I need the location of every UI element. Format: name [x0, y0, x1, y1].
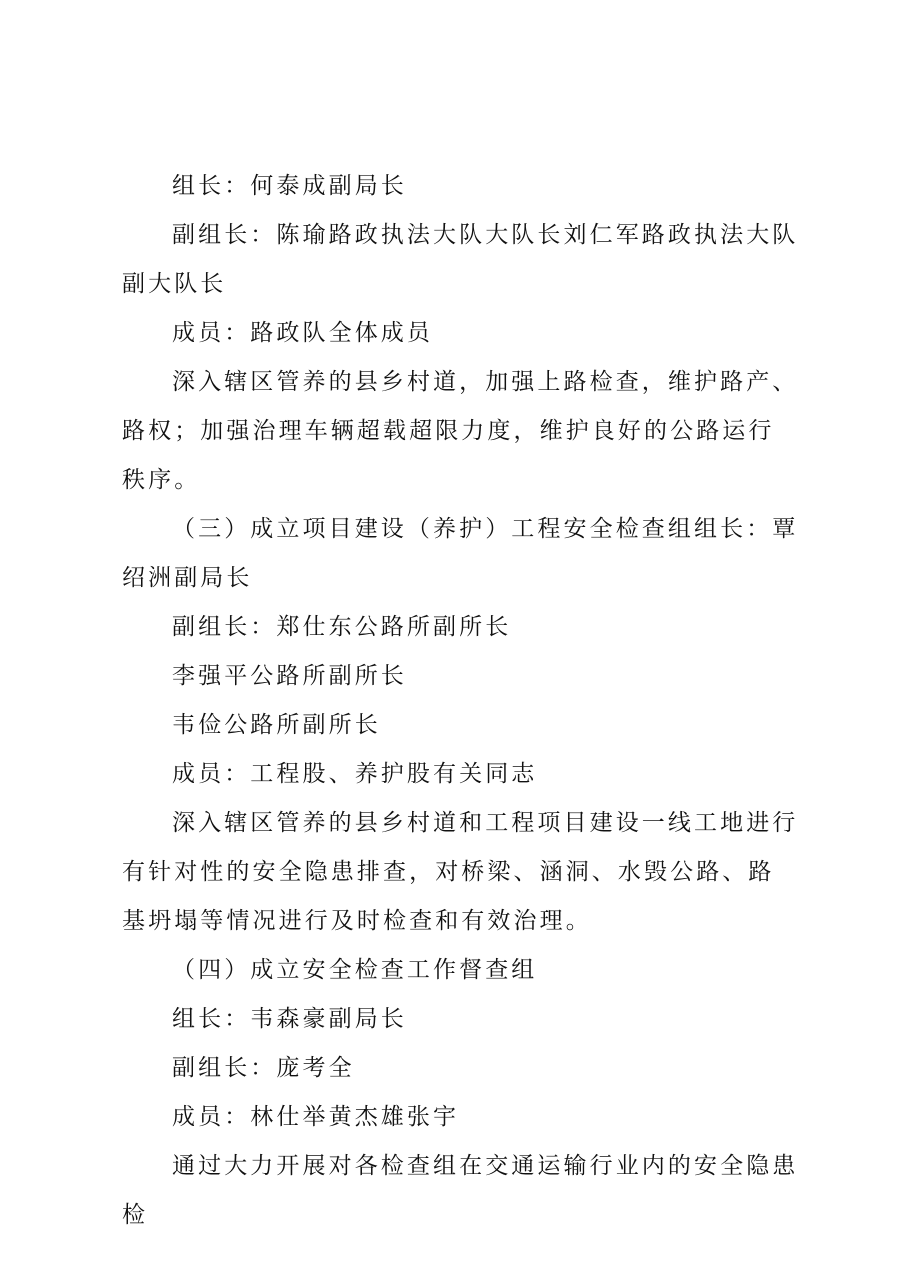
paragraph-deputy-leader-2: 副组长：郑仕东公路所副所长	[172, 614, 512, 640]
paragraph-task-2: 深入辖区管养的县乡村道和工程项目建设一线工地进行有针对性的安全隐患排查，对桥梁、涵洞、水毁公路、路基坍塌等情况进行及时检查和有效治理。	[122, 810, 799, 934]
paragraph-members-2: 成员：工程股、养护股有关同志	[172, 761, 538, 787]
paragraph-section-three: （三）成立项目建设（养护）工程安全检查组组长：覃绍洲副局长	[122, 516, 799, 591]
paragraph-task-3: 通过大力开展对各检查组在交通运输行业内的安全隐患检	[122, 1153, 799, 1228]
paragraph-members-3: 成员：林仕举黄杰雄张宇	[172, 1104, 460, 1130]
document-body	[122, 162, 800, 1240]
paragraph-deputy-leader-1: 副组长：陈瑜路政执法大队大队长刘仁军路政执法大队副大队长	[122, 222, 799, 297]
paragraph-deputy-leader-2b: 李强平公路所副所长	[172, 663, 407, 689]
paragraph-group-leader-1: 组长：何泰成副局长	[172, 173, 407, 199]
paragraph-group-leader-3: 组长：韦森豪副局长	[172, 1006, 407, 1032]
paragraph-task-1: 深入辖区管养的县乡村道，加强上路检查，维护路产、路权；加强治理车辆超载超限力度，维护良好的公路运行秩序。	[122, 369, 799, 493]
paragraph-members-1: 成员：路政队全体成员	[172, 320, 433, 346]
paragraph-deputy-leader-2c: 韦俭公路所副所长	[172, 712, 381, 738]
paragraph-section-four: （四）成立安全检查工作督查组	[172, 957, 538, 983]
paragraph-deputy-leader-3: 副组长：庞考全	[172, 1055, 355, 1081]
